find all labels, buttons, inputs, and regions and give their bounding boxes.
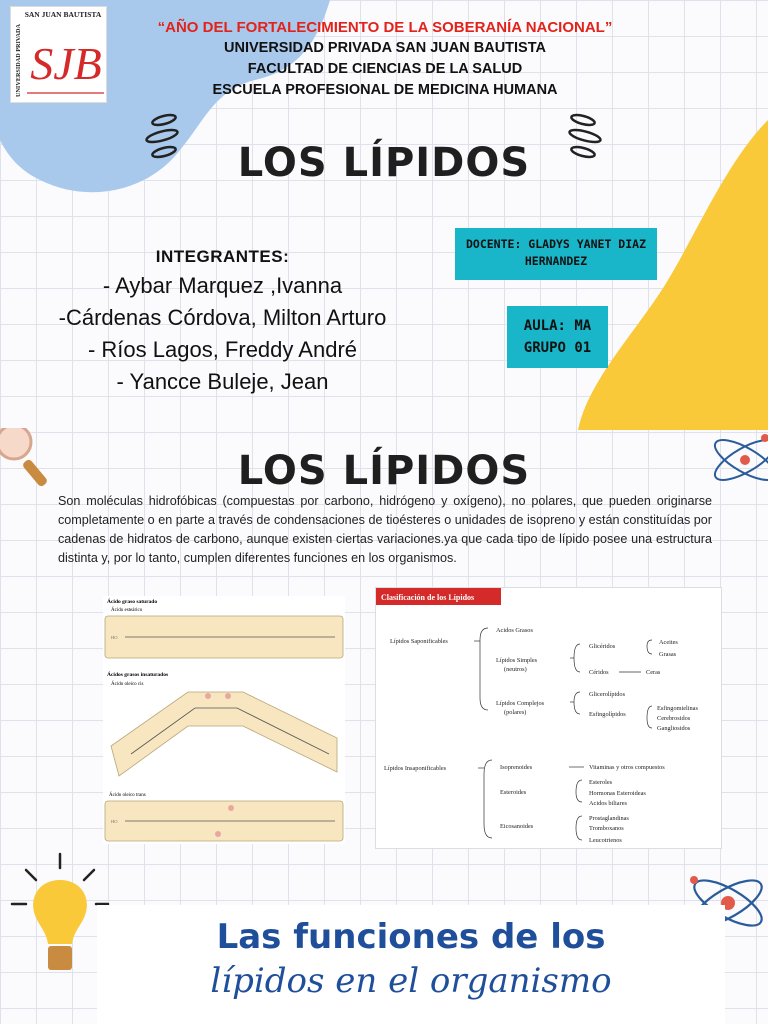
classroom-box — [507, 306, 608, 368]
esteroides-label: Esteroides — [500, 789, 527, 796]
esteroles-label: Esteroles — [589, 779, 613, 786]
teacher-box — [455, 228, 657, 280]
classroom-line-2: GRUPO 01 — [523, 340, 592, 356]
main-title: LOS LÍPIDOS — [237, 140, 531, 186]
members-block — [0, 244, 445, 398]
hormonas-label: Hormonas Esteroideas — [589, 790, 646, 797]
complejos-sub-label: (polares) — [504, 709, 527, 716]
faculty-name: FACULTAD DE CIENCIAS DE LA SALUD — [247, 61, 523, 77]
svg-text:HO: HO — [111, 635, 118, 640]
gangliosidos-label: Gangliosidos — [657, 725, 691, 732]
insaponificables-label: Lípidos Insaponificables — [384, 765, 447, 772]
leucotrienos-label: Leucotrienos — [589, 837, 622, 844]
tromboxanos-label: Tromboxanos — [589, 825, 624, 832]
svg-text:HO: HO — [111, 819, 118, 824]
logo-mark: SJB — [30, 38, 102, 89]
glicerolipidos-label: Glicerolípidos — [589, 691, 626, 698]
saturated-name: Ácido esteárico — [111, 608, 143, 613]
teacher-line-2: HERNANDEZ — [524, 254, 588, 268]
saturated-title: Ácido graso saturado — [107, 599, 158, 605]
acidos-grasos-label: Acidos Grasos — [496, 627, 533, 634]
section-title: LOS LÍPIDOS — [237, 448, 531, 494]
aceites-label: Aceites — [659, 639, 678, 646]
cis-chain — [111, 692, 337, 776]
university-logo — [10, 6, 107, 103]
vitaminas-label: Vitaminas y otros compuestos — [589, 764, 665, 771]
logo-side-text: UNIVERSIDAD PRIVADA — [15, 24, 22, 97]
saponificables-label: Lípidos Saponificables — [390, 638, 448, 645]
university-name: UNIVERSIDAD PRIVADA SAN JUAN BAUTISTA — [224, 40, 546, 56]
lipids-description: Son moléculas hidrofóbicas (compuestas por carbono, hidrógeno y oxígeno), no polares, que pueden originarse completamente o en parte a través de condensaciones de tioésteres o unidades de isopreno y están constituídas por cadenas de hidratos de carbono, aunque existen ciertas variaciones.ya que cada tipo de lípido posee una estructura distinta y, por lo tanto, cumplen diferentes funciones en los organismos. — [58, 494, 712, 565]
banner-line-1: Las funciones de los — [216, 917, 606, 957]
grasas-label: Grasas — [659, 651, 677, 658]
prostaglandinas-label: Prostaglandinas — [589, 815, 629, 822]
complejos-label: Lípidos Complejos — [496, 700, 545, 707]
trans-name: Ácido oleico trans — [109, 793, 146, 798]
member-4: - Yancce Buleje, Jean — [116, 369, 329, 394]
isoprenoides-label: Isoprenoides — [500, 764, 533, 771]
member-3: - Ríos Lagos, Freddy André — [87, 337, 358, 362]
national-motto: “AÑO DEL FORTALECIMIENTO DE LA SOBERANÍA NACIONAL” — [157, 19, 613, 36]
simples-sub-label: (neutros) — [504, 666, 527, 673]
teacher-line-1: DOCENTE: GLADYS YANET DIAZ — [465, 237, 646, 251]
cerebrosidos-label: Cerebrosidos — [657, 715, 691, 722]
acidos-biliares-label: Acidos biliares — [589, 800, 627, 807]
classroom-line-1: AULA: MA — [523, 318, 592, 334]
logo-top-text: SAN JUAN BAUTISTA — [24, 10, 102, 19]
classification-diagram — [375, 587, 722, 849]
school-name: ESCUELA PROFESIONAL DE MEDICINA HUMANA — [212, 82, 558, 98]
document-header — [110, 18, 660, 101]
esfingolipidos-label: Esfingolípidos — [589, 711, 626, 718]
eicosanoides-label: Eicosanoides — [500, 823, 534, 830]
esfingomielinas-label: Esfingomielinas — [657, 705, 698, 712]
member-2: -Cárdenas Córdova, Milton Arturo — [58, 305, 387, 330]
gliceridos-label: Glicéridos — [589, 643, 616, 650]
classification-title: Clasificación de los Lípidos — [381, 593, 475, 602]
banner-line-2: lípidos en el organismo — [210, 961, 612, 1001]
members-label: INTEGRANTES: — [155, 247, 290, 266]
ceridos-label: Céridos — [589, 669, 609, 676]
functions-banner — [97, 905, 725, 1024]
fatty-acids-figure — [103, 596, 345, 844]
unsaturated-name: Ácido oleico cis — [111, 682, 144, 687]
unsaturated-title: Ácidos grasos insaturados — [107, 672, 169, 678]
member-1: - Aybar Marquez ,Ivanna — [102, 273, 343, 298]
simples-label: Lípidos Simples — [496, 657, 538, 664]
ceras-label: Ceras — [646, 669, 661, 676]
